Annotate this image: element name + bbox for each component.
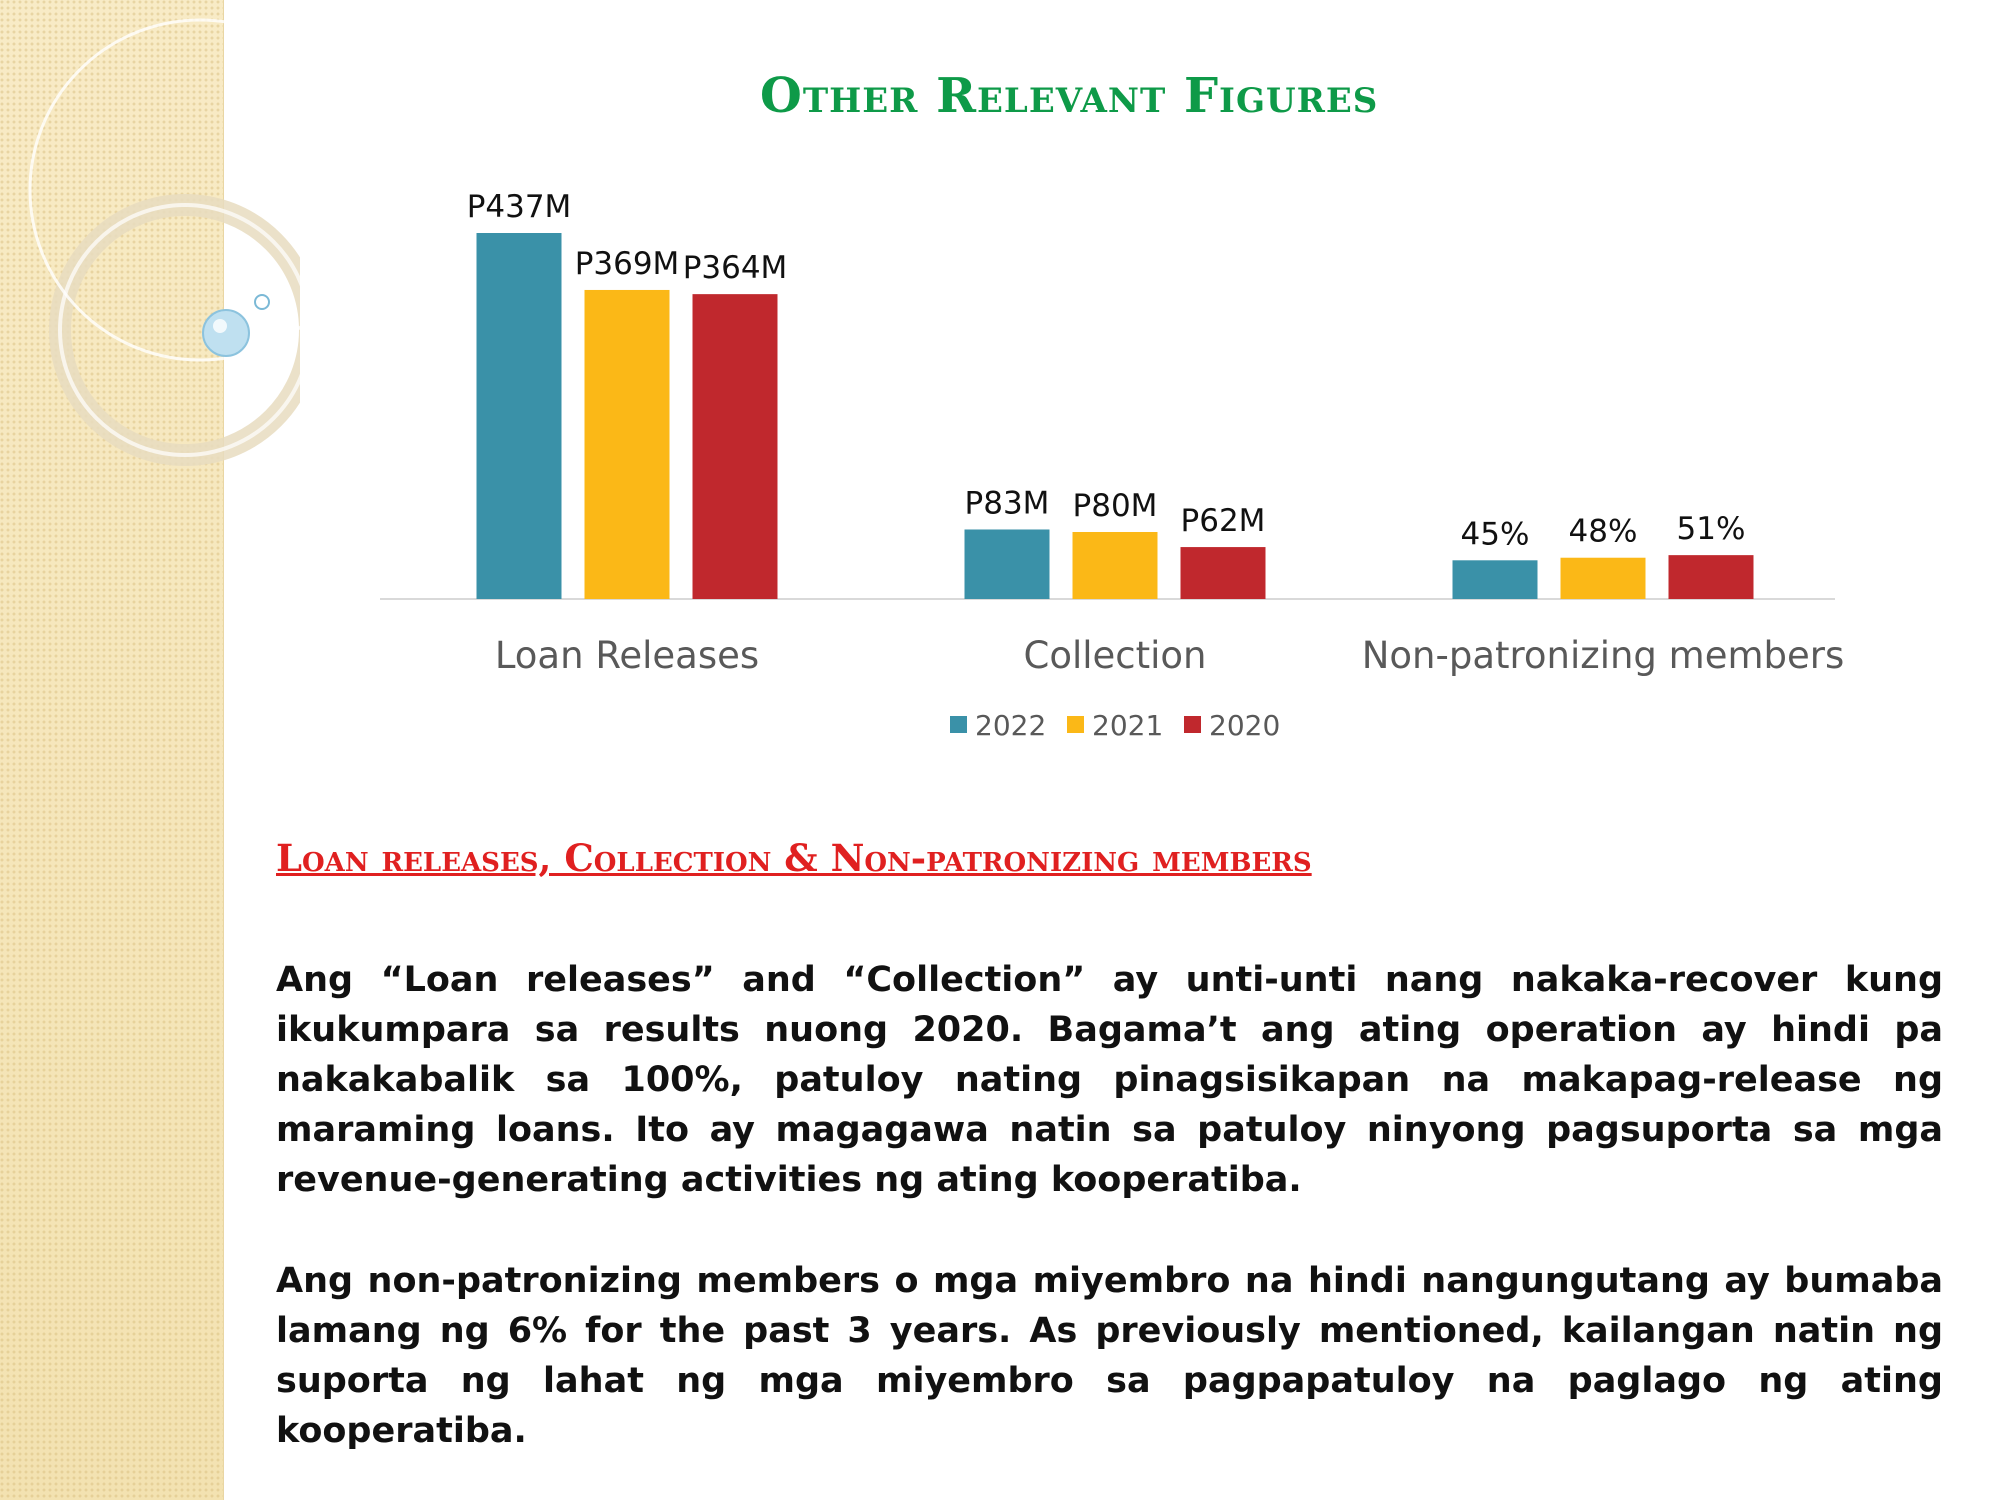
- category-label-2: Non-patronizing members: [1361, 634, 1845, 677]
- body-paragraph-1: Ang “Loan releases” and “Collection” ay unti-unti nang nakaka-recover kung ikukumpara sa results nuong 2020. Bagama’t ang ating operation ay hindi pa nakakabalik sa 100%, patuloy nating pinagsisikapan na makapag-release ng maraming loans. Ito ay magagawa natin sa patuloy ninyong pagsuporta sa mga revenue-generating activities ng ating kooperatiba.: [276, 960, 1943, 1200]
- data-label-2022-2: 45%: [1460, 516, 1530, 553]
- legend-swatch-2021: [1067, 716, 1084, 733]
- legend-swatch-2022: [950, 716, 967, 733]
- data-label-2020-2: 51%: [1676, 511, 1746, 548]
- bar-2020-1: [1181, 547, 1266, 599]
- data-label-2020-0: P364M: [682, 250, 788, 287]
- bar-2022-2: [1453, 560, 1538, 599]
- chart-legend: [950, 709, 1280, 742]
- data-label-2021-2: 48%: [1568, 513, 1638, 550]
- bar-2021-1: [1073, 532, 1158, 599]
- category-label-1: Collection: [1023, 634, 1207, 677]
- bar-2022-0: [477, 233, 562, 599]
- body-paragraph-2: Ang non-patronizing members o mga miyembro na hindi nangungutang ay bumaba lamang ng 6% for the past 3 years. As previously mentioned, kailangan natin ng suporta ng lahat ng mga miyembro sa pagpapatuloy na paglago ng ating kooperatiba.: [276, 1261, 1943, 1451]
- bar-2022-1: [965, 529, 1050, 599]
- chart-category-labels: [495, 634, 1844, 677]
- legend-label-2021: 2021: [1092, 709, 1164, 742]
- bar-2020-0: [693, 294, 778, 599]
- category-label-0: Loan Releases: [494, 634, 760, 677]
- data-label-2021-1: P80M: [1072, 487, 1158, 524]
- data-label-2022-0: P437M: [466, 189, 572, 225]
- bar-2021-0: [585, 290, 670, 599]
- legend-label-2020: 2020: [1209, 709, 1281, 742]
- legend-swatch-2020: [1184, 716, 1201, 733]
- bar-2020-2: [1669, 555, 1754, 599]
- data-label-2021-0: P369M: [574, 245, 680, 282]
- slide-title: Other Relevant Figures: [760, 68, 1379, 124]
- data-label-2022-1: P83M: [964, 485, 1050, 522]
- legend-label-2022: 2022: [975, 709, 1047, 742]
- section-heading: Loan releases, Collection & Non-patronizing members: [276, 836, 1312, 880]
- data-label-2020-1: P62M: [1180, 503, 1266, 540]
- chart-bars: [477, 233, 1754, 599]
- bar-2021-2: [1561, 558, 1646, 599]
